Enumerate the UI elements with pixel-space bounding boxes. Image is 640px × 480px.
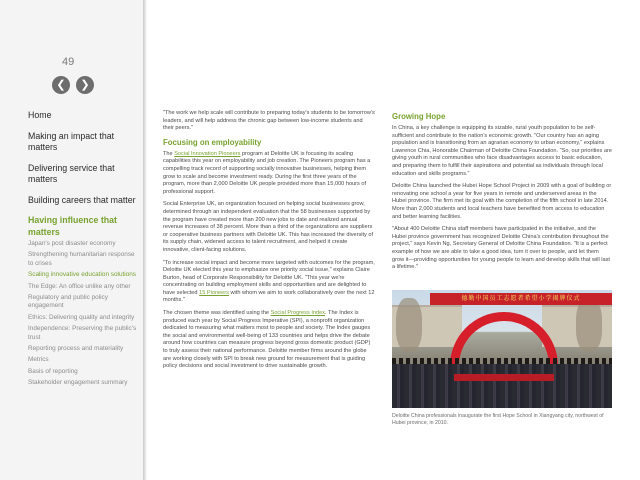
nav-subitem-metrics[interactable]: Metrics [28, 356, 49, 364]
sidebar-nav [28, 110, 140, 391]
right-column [392, 110, 612, 277]
left-column [163, 110, 375, 376]
nav-subitem-japan[interactable]: Japan's post disaster economy [28, 240, 116, 247]
page-number: 49 [62, 56, 75, 68]
nav-subitem-ethics[interactable]: Ethics: Delivering quality and integrity [28, 313, 135, 321]
nav-subitem-the-edge[interactable]: The Edge: An office unlike any other [28, 282, 131, 290]
paragraph-text: The chosen theme was identified using the [163, 310, 271, 317]
paragraph: Deloitte China launched the Hubei Hope School Project in 2009 with a goal of building or renovating one school a year for five years in remote and underserved areas in the Hubei province. The firm met its goal with the completion of the fifth school in late 2014. More than 2,000 students and local teachers have benefited from access to education and better learning facilities. [392, 183, 612, 220]
nav-item-making-an-impact[interactable]: Making an impact that matters [28, 130, 115, 152]
paragraph-text: "To increase social impact and become more targeted with outcomes for the program, Deloitte UK elected this year to emphasize one priority social issue," explains Claire Burton, head of Corporate Responsibility for Deloitte UK. "This year we're concentrating on building employment skills and opportunities and are delighted to have selected [163, 259, 375, 296]
pioneers-link[interactable]: 15 Pioneers [199, 289, 229, 296]
nav-item-delivering-service[interactable]: Delivering service that matters [28, 162, 115, 184]
red-banner: 德勤中国员工志愿者希望小学揭牌仪式 [430, 293, 612, 305]
paragraph [163, 310, 375, 371]
nav-subitem-regulatory[interactable]: Regulatory and public policy engagement [28, 294, 108, 310]
previous-page-button[interactable]: ❮ [52, 76, 70, 94]
paragraph-text: with whom we aim to work collaboratively over the next 12 months." [163, 289, 375, 304]
tree [396, 298, 422, 352]
tree [576, 298, 602, 352]
sidebar [0, 0, 143, 480]
nav-subitem-reporting[interactable]: Reporting process and materiality [28, 345, 124, 353]
paragraph-text: . The Index is produced each year by Social Progress Imperative (SPI), a nonprofit organization dedicated to measuring what matters most to people and society. The Index gauges the social and environmental well-being of 133 countries and helps drive the debate around how countries can measure progress beyond gross domestic product (GDP) to truly assess their national performance. Deloitte member firms around the globe are working closely with SPI to break new ground for measurement that is guiding policy decisions and social investment to drive sustainable growth. [163, 310, 371, 370]
nav-subitem-humanitarian[interactable]: Strengthening humanitarian response to crises [28, 251, 135, 267]
nav-item-having-influence[interactable]: Having influence that matters [28, 215, 117, 237]
social-progress-index-link[interactable]: Social Progress Index [270, 310, 326, 317]
paragraph: In China, a key challenge is equipping its sizable, rural youth population to be self-sufficient and contribute to the nation's economic growth. "Our country has an aging population and is transitioning from an agrarian economy to urban economy," explains Lawrence Chia, Honorable Chairman of Deloitte China Foundation. "So, our priorities are giving youth in rural communities who face disadvantages access to basic education, and preparing them to fulfill their aspirations and potential as individuals through local education and skills programs." [392, 125, 612, 177]
paragraph [163, 260, 375, 306]
social-innovation-pioneers-link[interactable]: Social Innovation Pioneers [174, 150, 241, 157]
held-banner [454, 374, 554, 381]
paragraph: Social Enterprise UK, an organization focused on helping social businesses grow, determined through an independent evaluation that the 58 businesses supported by the program have created more than 200 new jobs to date and realized annual revenue increases of 38 percent. More than a third of the organizations are suppliers or cooperative business partners with Deloitte UK. This has increased the diversity of its supply chain, widened access to talent recruitment, and helped it create innovative, client-facing solutions. [163, 201, 374, 253]
hope-school-photo [392, 290, 612, 408]
paragraph-text: The [163, 150, 175, 157]
paragraph [163, 151, 375, 197]
crowd-of-people [392, 364, 612, 408]
section-heading-growing-hope: Growing Hope [392, 112, 446, 121]
paragraph-text: program at Deloitte UK is focusing its scaling capabilities this year on employability and job creation. The Pioneers program has a compelling track record of supporting socially innovative businesses, helping them grow to scale and become investment ready. During the first three years of the program, more than 2,000 Deloitte UK people provided more than 15,000 hours of professional support. [163, 150, 371, 195]
next-page-button[interactable]: ❯ [76, 76, 94, 94]
nav-subitem-basis[interactable]: Basis of reporting [28, 367, 78, 375]
section-heading-employability: Focusing on employability [163, 137, 262, 147]
nav-item-building-careers[interactable]: Building careers that matter [28, 194, 136, 205]
nav-subitem-scaling-education[interactable]: Scaling innovative education solutions [28, 271, 137, 279]
paragraph: "About 400 Deloitte China staff members have participated in the initiative, and the Hubei province government has recognized Deloitte China's contribution throughout the project," says Kevin Ng, Secretary General of Deloitte China Foundation. "It is a perfect example of how we are able to take a good idea, turn it over to people, and let them grow it—providing opportunities for young people to learn and develop skills that will last a lifetime." [392, 226, 610, 271]
nav-item-home[interactable]: Home [28, 110, 52, 120]
photo-caption: Deloitte China professionals inaugurate the first Hope School in Xiangyang city, northwest of Hubei province, in 2010. [392, 413, 604, 426]
nav-subitem-independence[interactable]: Independence: Preserving the public's trust [28, 325, 137, 341]
quote-paragraph: "The work we help scale will contribute to preparing today's students to be tomorrow's leaders, and will help address the chronic gap between low-income students and their peers." [163, 110, 375, 132]
sidebar-shadow [143, 0, 147, 480]
nav-subitem-stakeholder[interactable]: Stakeholder engagement summary [28, 379, 128, 387]
